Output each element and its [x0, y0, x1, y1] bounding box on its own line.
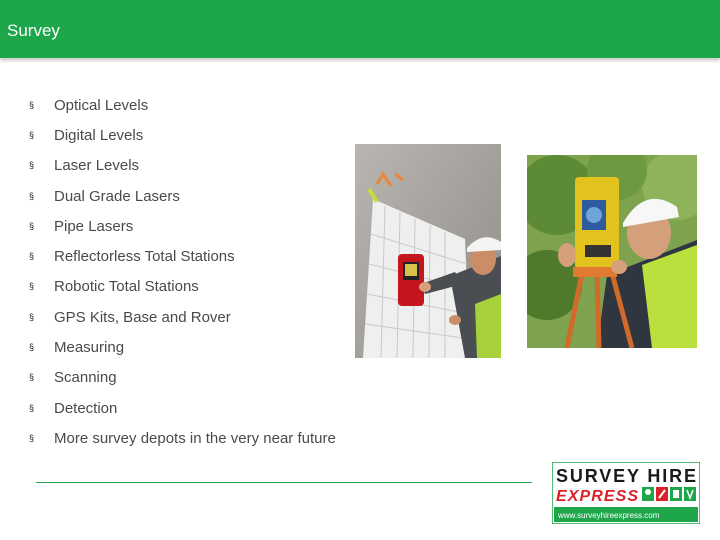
page-title: Survey	[7, 21, 60, 40]
list-item	[29, 211, 336, 241]
wall-scanner-photo	[355, 144, 501, 358]
list-item-label: Detection	[54, 399, 118, 417]
list-item-label: Laser Levels	[54, 157, 140, 175]
list-item	[29, 363, 336, 393]
list-item-label: Scanning	[54, 369, 117, 387]
list-item-label: Measuring	[54, 339, 125, 357]
total-station-photo	[527, 155, 697, 348]
bullet-icon: §	[29, 311, 35, 322]
bullet-icon: §	[29, 129, 35, 140]
list-item-label: GPS Kits, Base and Rover	[54, 308, 231, 326]
list-item	[29, 241, 336, 271]
logo-url: www.surveyhireexpress.com	[558, 511, 660, 520]
bullet-icon: §	[29, 160, 35, 171]
list-item	[29, 423, 336, 453]
list-item-label: More survey depots in the very near future	[54, 429, 336, 447]
survey-hire-express-logo	[552, 462, 700, 524]
list-item-label: Dual Grade Lasers	[54, 187, 180, 205]
list-item-label: Optical Levels	[54, 96, 149, 114]
bullet-icon: §	[29, 432, 35, 443]
list-item	[29, 393, 336, 423]
logo-line2: EXPRESS	[556, 488, 638, 505]
list-item	[29, 151, 336, 181]
list-item	[29, 332, 336, 362]
bullet-icon: §	[29, 372, 35, 383]
equipment-list	[29, 90, 336, 454]
footer-divider	[36, 482, 532, 483]
list-item	[29, 90, 336, 120]
bullet-icon: §	[29, 99, 35, 110]
bullet-icon: §	[29, 402, 35, 413]
list-item-label: Reflectorless Total Stations	[54, 248, 235, 266]
bullet-icon: §	[29, 251, 35, 262]
list-item	[29, 181, 336, 211]
list-item	[29, 272, 336, 302]
list-item	[29, 120, 336, 150]
list-item-label: Pipe Lasers	[54, 217, 134, 235]
list-item-label: Robotic Total Stations	[54, 278, 199, 296]
bullet-icon: §	[29, 220, 35, 231]
bullet-icon: §	[29, 342, 35, 353]
bullet-icon: §	[29, 190, 35, 201]
logo-line1: SURVEY HIRE	[556, 466, 696, 486]
title-bar	[0, 0, 720, 58]
list-item	[29, 302, 336, 332]
list-item-label: Digital Levels	[54, 126, 144, 144]
bullet-icon: §	[29, 281, 35, 292]
